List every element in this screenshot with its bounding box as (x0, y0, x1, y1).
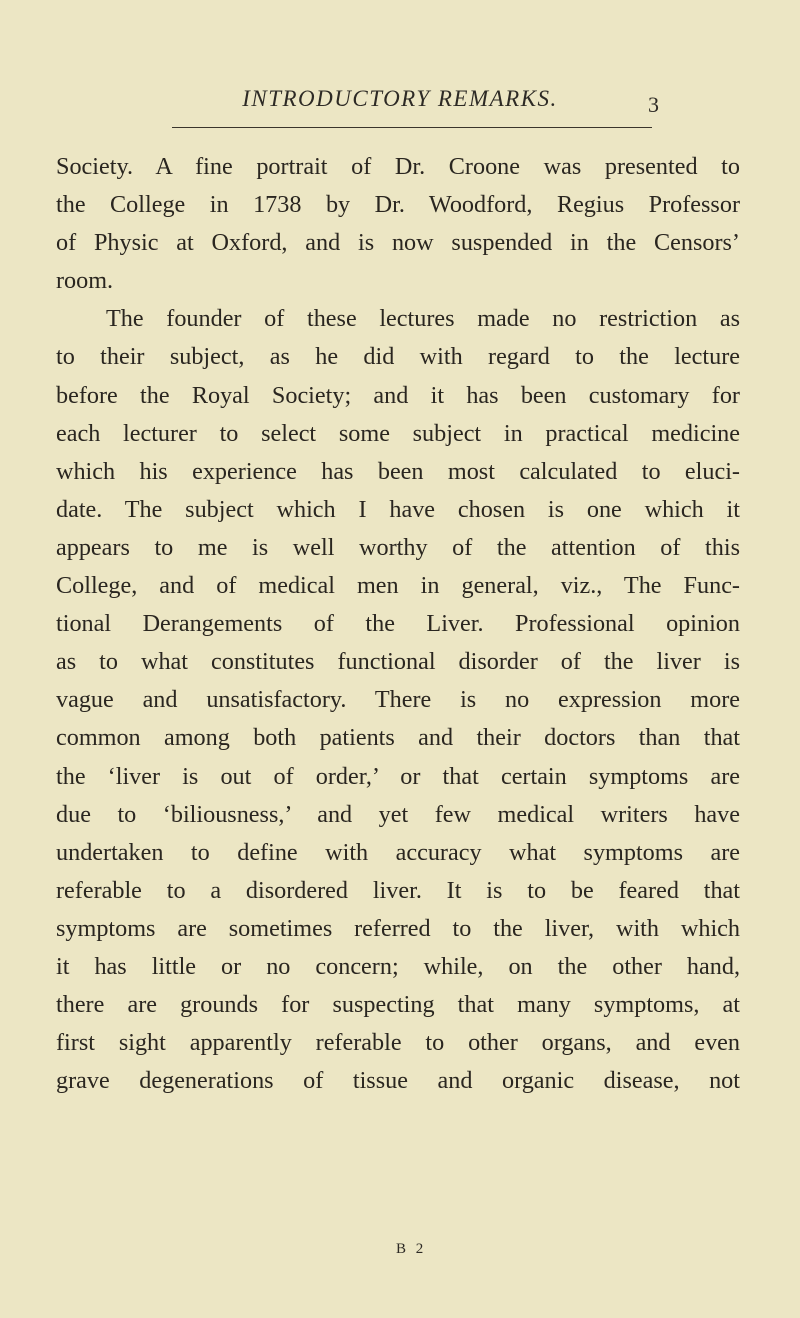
text-line: tional Derangements of the Liver. Professional opinion (56, 610, 740, 638)
running-title: INTRODUCTORY REMARKS. (242, 86, 558, 111)
text-line: referable to a disordered liver. It is to be feared that (56, 876, 740, 904)
text-line: there are grounds for suspecting that many symptoms, at (56, 991, 740, 1019)
text-line: College, and of medical men in general, viz., The Func- (56, 572, 740, 600)
text-line: The founder of these lectures made no restriction as (106, 305, 740, 333)
text-line: Society. A fine portrait of Dr. Croone was presented to (56, 153, 740, 180)
text-line: the ‘liver is out of order,’ or that certain symptoms are (56, 762, 740, 790)
text-line: room. (56, 267, 114, 295)
text-line: appears to me is well worthy of the attention of this (56, 533, 740, 561)
text-line: common among both patients and their doctors than that (56, 724, 740, 752)
text-line: due to ‘biliousness,’ and yet few medical writers have (56, 800, 740, 828)
signature-mark: B 2 (396, 1241, 427, 1257)
text-line: date. The subject which I have chosen is one which it (56, 495, 740, 523)
body-text (56, 148, 740, 1100)
text-line: of Physic at Oxford, and is now suspended in the Censors’ (56, 229, 740, 257)
text-line: symptoms are sometimes referred to the liver, with which (56, 914, 740, 942)
text-line: grave degenerations of tissue and organic disease, not (56, 1067, 740, 1095)
text-line: as to what constitutes functional disorder of the liver is (56, 648, 740, 676)
text-line: before the Royal Society; and it has been customary for (56, 381, 740, 409)
header-rule (172, 127, 652, 128)
text-line: which his experience has been most calculated to eluci- (56, 457, 740, 485)
text-line: each lecturer to select some subject in practical medicine (56, 419, 740, 447)
text-line: first sight apparently referable to other organs, and even (56, 1029, 740, 1057)
text-line: the College in 1738 by Dr. Woodford, Regius Professor (56, 191, 740, 219)
text-line: undertaken to define with accuracy what symptoms are (56, 838, 740, 866)
text-line: to their subject, as he did with regard to the lecture (56, 343, 740, 371)
text-line: it has little or no concern; while, on the other hand, (56, 952, 740, 980)
text-line: vague and unsatisfactory. There is no expression more (56, 686, 740, 714)
page-number: 3 (648, 92, 659, 117)
